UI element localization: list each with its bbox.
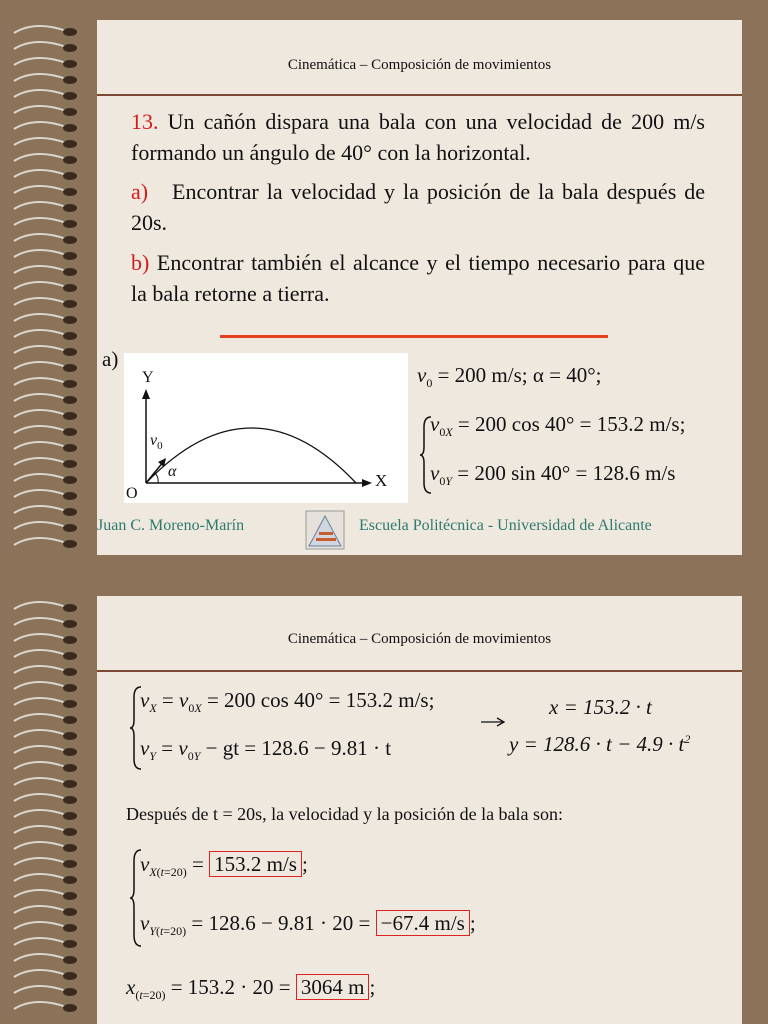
spiral-ring: [14, 970, 66, 977]
problem-text: Un cañón dispara una bala con una velocidad de 200 m/s formando un ángulo de 40° con la horizontal.: [131, 109, 705, 165]
spiral-hole: [63, 252, 77, 260]
spiral-ring: [14, 122, 66, 129]
vx-result-box: 153.2 m/s: [209, 851, 302, 877]
problem-statement: [131, 106, 705, 168]
problem-number: 13.: [131, 109, 159, 134]
spiral-hole: [63, 636, 77, 644]
vy-result-box: −67.4 m/s: [376, 910, 470, 936]
v0x-equation: $v_{0X} = 200$ cos 40° = 153.2 m/s;: [430, 412, 686, 440]
spiral-ring: [14, 170, 66, 177]
spiral-ring: [14, 666, 66, 673]
origin-label: O: [126, 485, 138, 502]
spiral-hole: [63, 508, 77, 516]
alpha-label: α: [168, 463, 177, 480]
spiral-ring: [14, 218, 66, 225]
v0-label: $v_0$: [150, 432, 163, 453]
spiral-ring: [14, 826, 66, 833]
spiral-ring: [14, 698, 66, 705]
spiral-ring: [14, 746, 66, 753]
spiral-hole: [63, 892, 77, 900]
spiral-hole: [63, 860, 77, 868]
spiral-ring: [14, 298, 66, 305]
footer-author: Juan C. Moreno-Marín: [97, 517, 245, 534]
spiral-hole: [63, 732, 77, 740]
spiral-ring: [14, 282, 66, 289]
spiral-ring: [14, 714, 66, 721]
spiral-ring: [14, 730, 66, 737]
spiral-hole: [63, 828, 77, 836]
spiral-ring: [14, 58, 66, 65]
spiral-hole: [63, 60, 77, 68]
spiral-ring: [14, 362, 66, 369]
part-a-label: a): [131, 179, 149, 204]
slide-title: Cinemática – Composición de movimientos: [287, 57, 552, 73]
spiral-ring: [14, 234, 66, 241]
spiral-ring: [14, 810, 66, 817]
spiral-hole: [63, 92, 77, 100]
spiral-ring: [14, 42, 66, 49]
spiral-ring: [14, 202, 66, 209]
spiral-hole: [63, 316, 77, 324]
spiral-ring: [14, 986, 66, 993]
spiral-ring: [14, 506, 66, 513]
spiral-hole: [63, 620, 77, 628]
part-b-text: Encontrar también el alcance y el tiempo necesario para que la bala retorne a tierra.: [131, 250, 705, 306]
spiral-ring: [14, 458, 66, 465]
solution-label: a): [102, 347, 119, 371]
spiral-ring: [14, 762, 66, 769]
spiral-hole: [63, 204, 77, 212]
v0y-equation: $v_{0Y} = 200$ sin 40° = 128.6 m/s: [430, 461, 676, 489]
trajectory-diagram: [124, 353, 408, 503]
spiral-hole: [63, 988, 77, 996]
part-a: [131, 176, 705, 238]
spiral-ring: [14, 74, 66, 81]
trajectory-curve: [146, 428, 356, 483]
part-a-text: Encontrar la velocidad y la posición de la bala después de 20s.: [131, 179, 705, 235]
spiral-ring: [14, 538, 66, 545]
spiral-ring: [14, 186, 66, 193]
spiral-hole: [63, 236, 77, 244]
arrow-right-icon: [479, 716, 507, 728]
spiral-hole: [63, 156, 77, 164]
spiral-hole: [63, 44, 77, 52]
spiral-ring: [14, 442, 66, 449]
spiral-hole: [63, 796, 77, 804]
spiral-ring: [14, 346, 66, 353]
spiral-ring: [14, 474, 66, 481]
spiral-ring: [14, 106, 66, 113]
spiral-hole: [63, 540, 77, 548]
spiral-hole: [63, 956, 77, 964]
spiral-hole: [63, 380, 77, 388]
spiral-hole: [63, 300, 77, 308]
spiral-hole: [63, 284, 77, 292]
spiral-hole: [63, 396, 77, 404]
spiral-hole: [63, 1004, 77, 1012]
spiral-hole: [63, 332, 77, 340]
y-position-equation: $y = 128.6 \cdot t - 4.9 \cdot t^2$: [509, 732, 691, 756]
spiral-hole: [63, 908, 77, 916]
spiral-hole: [63, 524, 77, 532]
spiral-ring: [14, 426, 66, 433]
spiral-ring: [14, 682, 66, 689]
spiral-hole: [63, 684, 77, 692]
spiral-hole: [63, 972, 77, 980]
spiral-hole: [63, 716, 77, 724]
spiral-ring: [14, 858, 66, 865]
spiral-hole: [63, 460, 77, 468]
footer-institution: Escuela Politécnica - Universidad de Alicante: [359, 517, 652, 534]
spiral-ring: [14, 410, 66, 417]
spiral-ring: [14, 778, 66, 785]
spiral-hole: [63, 764, 77, 772]
spiral-hole: [63, 348, 77, 356]
spiral-ring: [14, 634, 66, 641]
spiral-ring: [14, 650, 66, 657]
spiral-hole: [63, 940, 77, 948]
spiral-ring: [14, 890, 66, 897]
spiral-hole: [63, 876, 77, 884]
spiral-hole: [63, 476, 77, 484]
part-b: [131, 247, 705, 309]
spiral-ring: [14, 906, 66, 913]
spiral-hole: [63, 28, 77, 36]
x-axis-label: X: [375, 471, 388, 490]
spiral-ring: [14, 330, 66, 337]
vy-equation: $v_Y = v_{0Y}$ − gt = 128.6 − 9.81 · t: [140, 736, 392, 764]
spiral-hole: [63, 812, 77, 820]
spiral-binding: [0, 596, 97, 1024]
spiral-ring: [14, 874, 66, 881]
spiral-hole: [63, 124, 77, 132]
spiral-ring: [14, 26, 66, 33]
intro-sentence: Después de t = 20s, la velocidad y la posición de la bala son:: [126, 804, 564, 824]
given-values: $v_0 = 200$ m/s; α = 40°;: [417, 363, 602, 391]
spiral-hole: [63, 924, 77, 932]
part-b-label: b): [131, 250, 150, 275]
spiral-ring: [14, 922, 66, 929]
title-divider: [97, 94, 742, 96]
x-axis-arrow: [362, 479, 372, 487]
spiral-hole: [63, 748, 77, 756]
spiral-ring: [14, 618, 66, 625]
separator-line: [220, 335, 608, 338]
spiral-ring: [14, 522, 66, 529]
y-axis-arrow: [142, 389, 150, 399]
spiral-ring: [14, 154, 66, 161]
spiral-hole: [63, 220, 77, 228]
spiral-ring: [14, 842, 66, 849]
spiral-hole: [63, 172, 77, 180]
x-position-equation: x = 153.2 · t: [549, 695, 652, 719]
spiral-hole: [63, 364, 77, 372]
x-result: $x_{(t=20)} = 153.2 \cdot 20 = 3064$ m ;: [126, 975, 376, 1003]
spiral-hole: [63, 700, 77, 708]
spiral-ring: [14, 954, 66, 961]
spiral-hole: [63, 668, 77, 676]
slide-1: [97, 20, 742, 555]
spiral-ring: [14, 490, 66, 497]
title-divider: [97, 670, 742, 672]
spiral-ring: [14, 266, 66, 273]
spiral-hole: [63, 444, 77, 452]
spiral-ring: [14, 314, 66, 321]
spiral-hole: [63, 268, 77, 276]
spiral-hole: [63, 140, 77, 148]
spiral-ring: [14, 938, 66, 945]
spiral-hole: [63, 604, 77, 612]
spiral-hole: [63, 76, 77, 84]
spiral-hole: [63, 412, 77, 420]
vx-equation: $v_X = v_{0X} = 200$ cos 40° = 153.2 m/s;: [140, 688, 435, 716]
spiral-binding: [0, 20, 97, 555]
spiral-ring: [14, 794, 66, 801]
spiral-ring: [14, 394, 66, 401]
y-axis-label: Y: [142, 369, 154, 386]
spiral-hole: [63, 780, 77, 788]
vx-result: $v_{X(t=20)} = 153.2$ m/s ;: [140, 852, 308, 880]
spiral-ring: [14, 138, 66, 145]
university-logo: [305, 510, 345, 550]
spiral-hole: [63, 652, 77, 660]
slide-title: Cinemática – Composición de movimientos: [287, 631, 552, 647]
vy-result: $v_{Y(t=20)} = 128.6 - 9.81 \cdot 20 = -67.4$ m/s ;: [140, 911, 476, 939]
spiral-ring: [14, 378, 66, 385]
spiral-hole: [63, 844, 77, 852]
spiral-ring: [14, 90, 66, 97]
spiral-hole: [63, 108, 77, 116]
slide-2: [97, 596, 742, 1024]
x-result-box: 3064 m: [296, 974, 370, 1000]
spiral-ring: [14, 602, 66, 609]
spiral-hole: [63, 428, 77, 436]
spiral-hole: [63, 492, 77, 500]
spiral-ring: [14, 1002, 66, 1009]
spiral-hole: [63, 188, 77, 196]
spiral-ring: [14, 250, 66, 257]
